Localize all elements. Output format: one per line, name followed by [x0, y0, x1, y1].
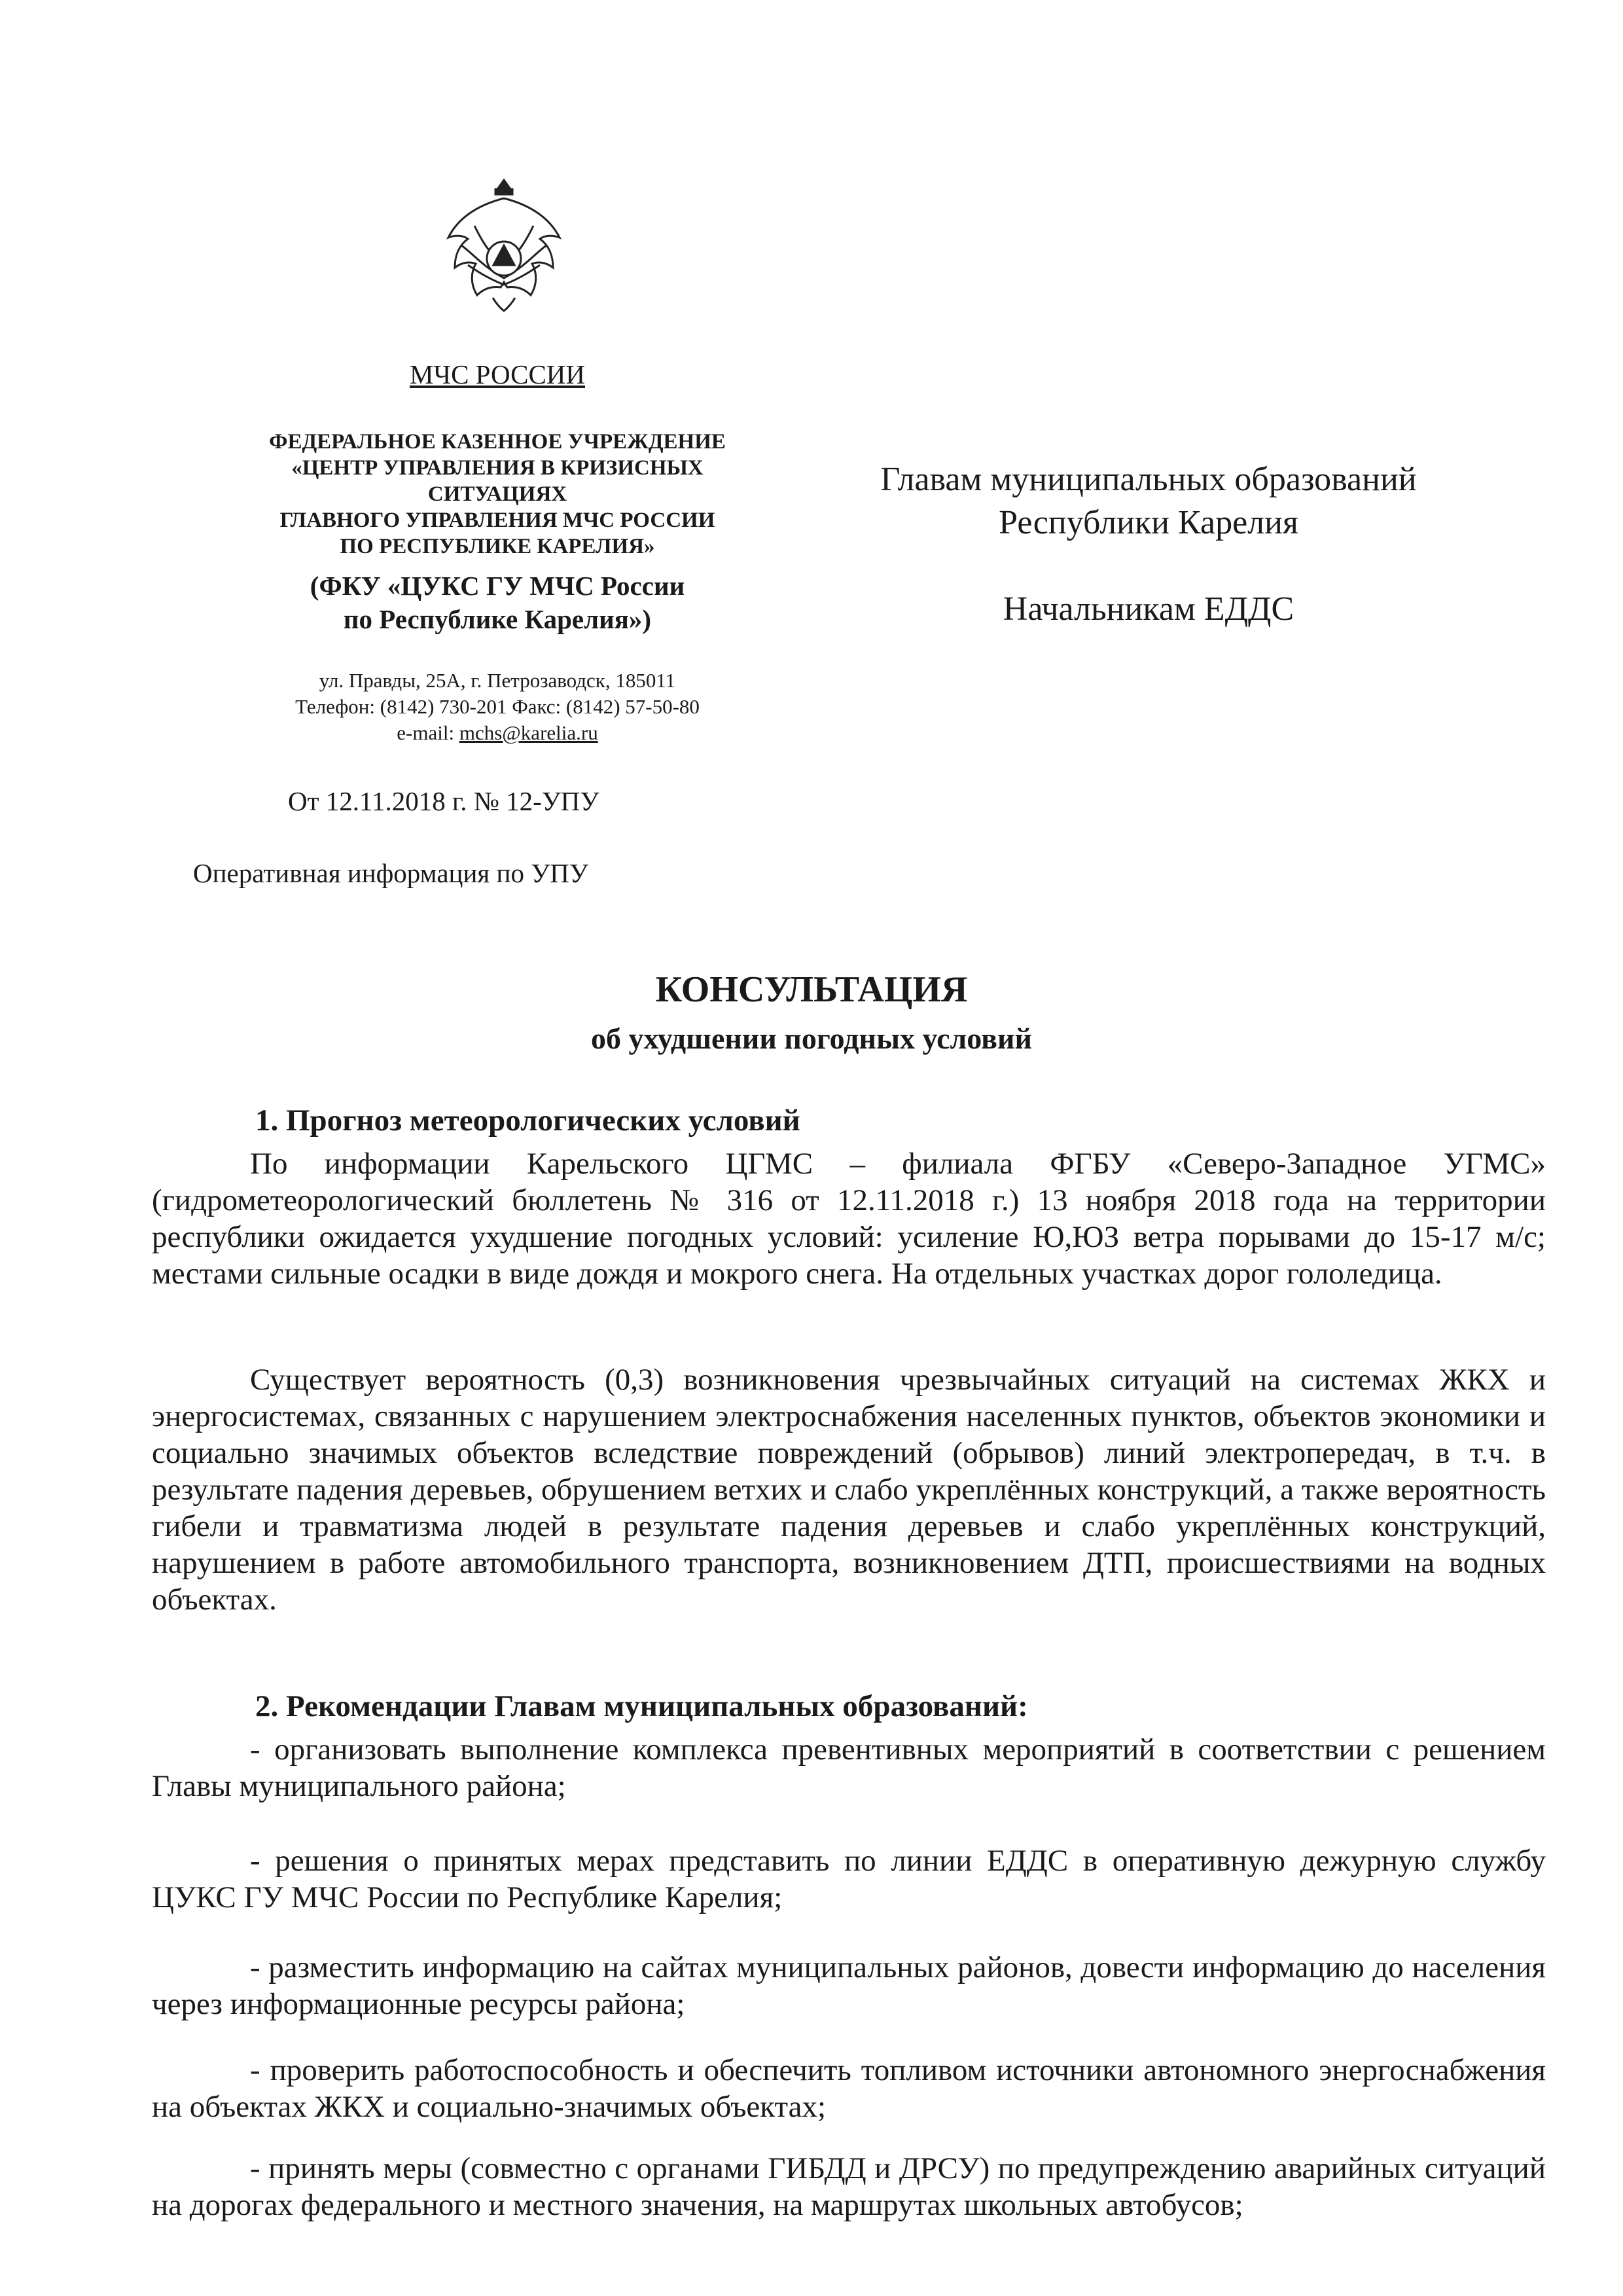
paragraph-text: - решения о принятых мерах представить по линии ЕДДС в оперативную дежурную службу ЦУКС ГУ МЧС России по Республике Карелия;	[152, 1844, 1546, 1914]
org-line: ПО РЕСПУБЛИКЕ КАРЕЛИЯ»	[340, 535, 655, 558]
document-date-number: От 12.11.2018 г. № 12-УПУ	[288, 786, 599, 816]
recipients-block	[805, 458, 1492, 631]
section-2-heading: 2. Рекомендации Главам муниципальных образований:	[255, 1689, 1028, 1723]
recommendation-item	[152, 2052, 1546, 2125]
email-label: e-mail:	[397, 721, 459, 744]
recommendation-item	[152, 1731, 1546, 1804]
phone-fax: Телефон: (8142) 730-201 Факс: (8142) 57-50-80	[295, 695, 700, 718]
email-line	[196, 720, 798, 746]
document-title: КОНСУЛЬТАЦИЯ	[655, 969, 968, 1010]
email-link[interactable]: mchs@karelia.ru	[459, 721, 598, 744]
fku-line: (ФКУ «ЦУКС ГУ МЧС России	[310, 571, 685, 601]
org-line: СИТУАЦИЯХ	[427, 482, 567, 506]
fku-line: по Республике Карелия»)	[343, 604, 652, 634]
address: ул. Правды, 25А, г. Петрозаводск, 185011	[319, 669, 676, 692]
paragraph-text: По информации Карельского ЦГМС – филиала ФГБУ «Северо-Западное УГМС» (гидрометеорологический бюллетень № 316 от 12.11.2018 г.) 13 ноября 2018 года на территории республики ожидается ухудшение погодных условий: усиление Ю,ЮЗ ветра порывами до 15-17 м/с; местами сильные осадки в виде дождя и мокрого снега. На отдельных участках дорог гололедица.	[152, 1147, 1546, 1291]
mchs-emblem-logo	[435, 167, 573, 324]
recommendation-item	[152, 2150, 1546, 2223]
organization-name	[196, 429, 798, 560]
org-line: ГЛАВНОГО УПРАВЛЕНИЯ МЧС РОССИИ	[279, 509, 715, 532]
recommendation-item	[152, 1842, 1546, 1916]
recipient-line: Республики Карелия	[999, 504, 1298, 541]
paragraph-text: - проверить работоспособность и обеспечить топливом источники автономного энергоснабжения на объектах ЖКХ и социально-значимых объектах;	[152, 2053, 1546, 2124]
recommendation-item	[152, 1949, 1546, 2022]
document-subject: Оперативная информация по УПУ	[193, 858, 588, 888]
recipient-line: Начальникам ЕДДС	[1003, 590, 1294, 628]
paragraph-text: - разместить информацию на сайтах муниципальных районов, довести информацию до населения через информационные ресурсы района;	[152, 1950, 1546, 2021]
paragraph-text: - организовать выполнение комплекса превентивных мероприятий в соответствии с решением Главы муниципального района;	[152, 1732, 1546, 1803]
org-line: «ЦЕНТР УПРАВЛЕНИЯ В КРИЗИСНЫХ	[291, 456, 704, 480]
section-1-heading: 1. Прогноз метеорологических условий	[255, 1103, 800, 1138]
document-subtitle: об ухудшении погодных условий	[590, 1022, 1032, 1055]
org-line: ФЕДЕРАЛЬНОЕ КАЗЕННОЕ УЧРЕЖДЕНИЕ	[269, 430, 726, 454]
contact-block	[196, 668, 798, 746]
paragraph-text: - принять меры (совместно с органами ГИБДД и ДРСУ) по предупреждению аварийных ситуаций на дорогах федерального и местного значения, на маршрутах школьных автобусов;	[152, 2151, 1546, 2222]
recipient-line: Главам муниципальных образований	[880, 461, 1417, 498]
organization-short-name	[196, 569, 798, 636]
section-1-paragraph-risk	[152, 1361, 1546, 1618]
paragraph-text: Существует вероятность (0,3) возникновения чрезвычайных ситуаций на системах ЖКХ и энергосистемах, связанных с нарушением электроснабжения населенных пунктов, объектов экономики и социально значимых объектов вследствие повреждений (обрывов) линий электропередач, в т.ч. в результате падения деревьев, обрушением ветхих и слабо укреплённых конструкций, а также вероятность гибели и травматизма людей в результате падения деревьев и слабо укреплённых конструкций, нарушением в работе автомобильного транспорта, возникновением ДТП, происшествиями на водных объектах.	[152, 1363, 1546, 1617]
ministry-name: МЧС РОССИИ	[409, 359, 586, 389]
section-1-paragraph-forecast	[152, 1145, 1546, 1292]
